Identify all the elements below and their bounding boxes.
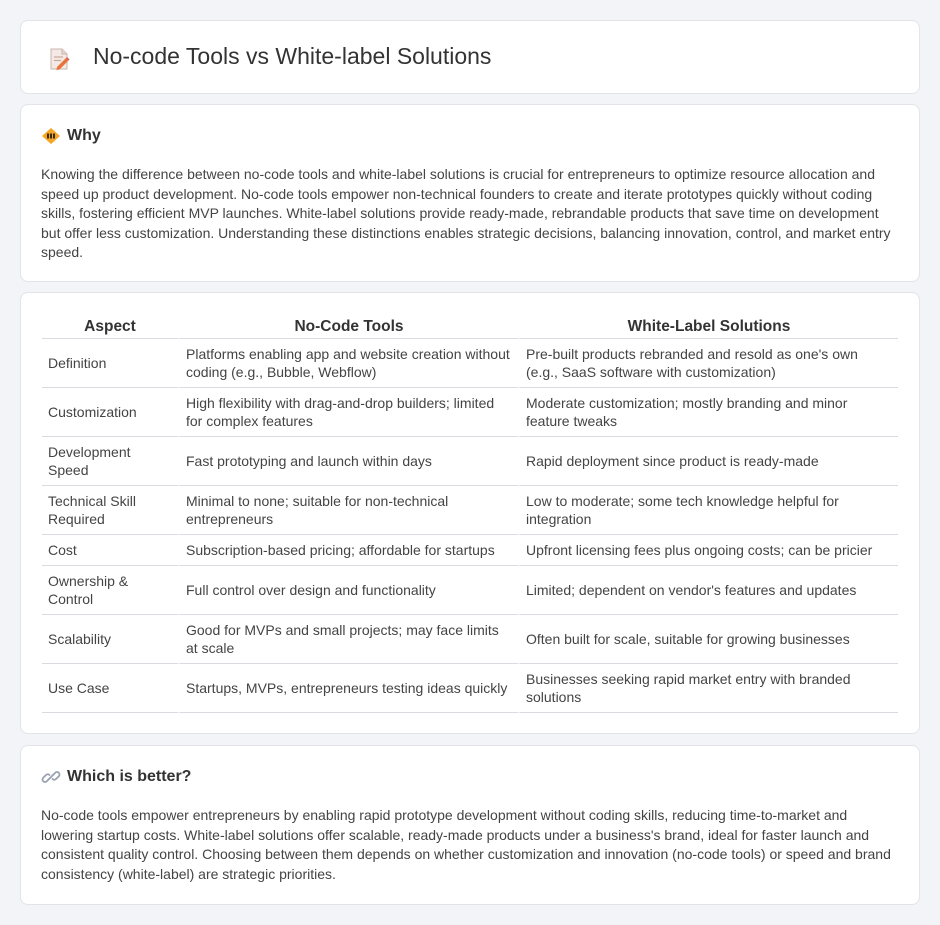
better-paragraph: No-code tools empower entrepreneurs by enabling rapid prototype development without coding skills, reducing time-to-market and lowering startup costs. White-label solutions offer scalable, ready-made products under a business's brand, ideal for faster launch and consistent quality control. Choosing between them depends on whether customization and innovation (no-code tools) or speed and brand consistency (white-label) are strategic priorities.	[41, 807, 891, 882]
which-is-better-section	[20, 745, 920, 905]
table-row	[42, 437, 898, 486]
aspect-cell: Cost	[42, 535, 178, 566]
table-row	[42, 486, 898, 535]
white-label-cell: Pre-built products rebranded and resold as one's own (e.g., SaaS software with customization)	[518, 339, 898, 388]
column-header-white-label: White-Label Solutions	[518, 315, 898, 339]
why-heading: Why	[67, 127, 101, 144]
comparison-table	[42, 315, 898, 713]
link-icon	[41, 768, 61, 786]
aspect-cell: Customization	[42, 388, 178, 437]
no-code-cell: Good for MVPs and small projects; may face limits at scale	[178, 615, 518, 664]
why-heading-row	[41, 127, 101, 145]
white-label-cell: Rapid deployment since product is ready-made	[518, 437, 898, 486]
table-row	[42, 664, 898, 713]
diamond-warning-icon	[41, 127, 61, 145]
white-label-cell: Limited; dependent on vendor's features and updates	[518, 566, 898, 615]
aspect-cell: Use Case	[42, 664, 178, 713]
no-code-cell: Platforms enabling app and website creation without coding (e.g., Bubble, Webflow)	[178, 339, 518, 388]
better-heading: Which is better?	[67, 768, 192, 785]
white-label-cell: Upfront licensing fees plus ongoing costs; can be pricier	[518, 535, 898, 566]
aspect-cell: Definition	[42, 339, 178, 388]
table-row	[42, 535, 898, 566]
better-heading-row	[41, 768, 191, 786]
no-code-cell: High flexibility with drag-and-drop builders; limited for complex features	[178, 388, 518, 437]
table-header-row	[42, 315, 898, 339]
table-row	[42, 339, 898, 388]
aspect-cell: Scalability	[42, 615, 178, 664]
comparison-table-card	[20, 292, 920, 734]
table-row	[42, 388, 898, 437]
document-pencil-icon	[48, 47, 70, 71]
white-label-cell: Moderate customization; mostly branding and minor feature tweaks	[518, 388, 898, 437]
no-code-cell: Minimal to none; suitable for non-technical entrepreneurs	[178, 486, 518, 535]
no-code-cell: Full control over design and functionality	[178, 566, 518, 615]
no-code-cell: Startups, MVPs, entrepreneurs testing ideas quickly	[178, 664, 518, 713]
table-row	[42, 566, 898, 615]
page-title: No-code Tools vs White-label Solutions	[93, 43, 492, 69]
white-label-cell: Businesses seeking rapid market entry with branded solutions	[518, 664, 898, 713]
no-code-cell: Subscription-based pricing; affordable for startups	[178, 535, 518, 566]
aspect-cell: Development Speed	[42, 437, 178, 486]
title-card	[20, 20, 920, 94]
white-label-cell: Often built for scale, suitable for growing businesses	[518, 615, 898, 664]
table-row	[42, 615, 898, 664]
white-label-cell: Low to moderate; some tech knowledge helpful for integration	[518, 486, 898, 535]
column-header-no-code: No-Code Tools	[178, 315, 518, 339]
aspect-cell: Ownership & Control	[42, 566, 178, 615]
why-section	[20, 104, 920, 282]
column-header-aspect: Aspect	[42, 315, 178, 339]
no-code-cell: Fast prototyping and launch within days	[178, 437, 518, 486]
aspect-cell: Technical Skill Required	[42, 486, 178, 535]
why-paragraph: Knowing the difference between no-code tools and white-label solutions is crucial for entrepreneurs to optimize resource allocation and speed up product development. No-code tools empower non-technical founders to create and iterate prototypes quickly without coding skills, fostering efficient MVP launches. White-label solutions provide ready-made, rebrandable products that save time on development but offer less customization. Understanding these distinctions enables strategic decisions, balancing innovation, control, and market entry speed.	[41, 166, 891, 260]
